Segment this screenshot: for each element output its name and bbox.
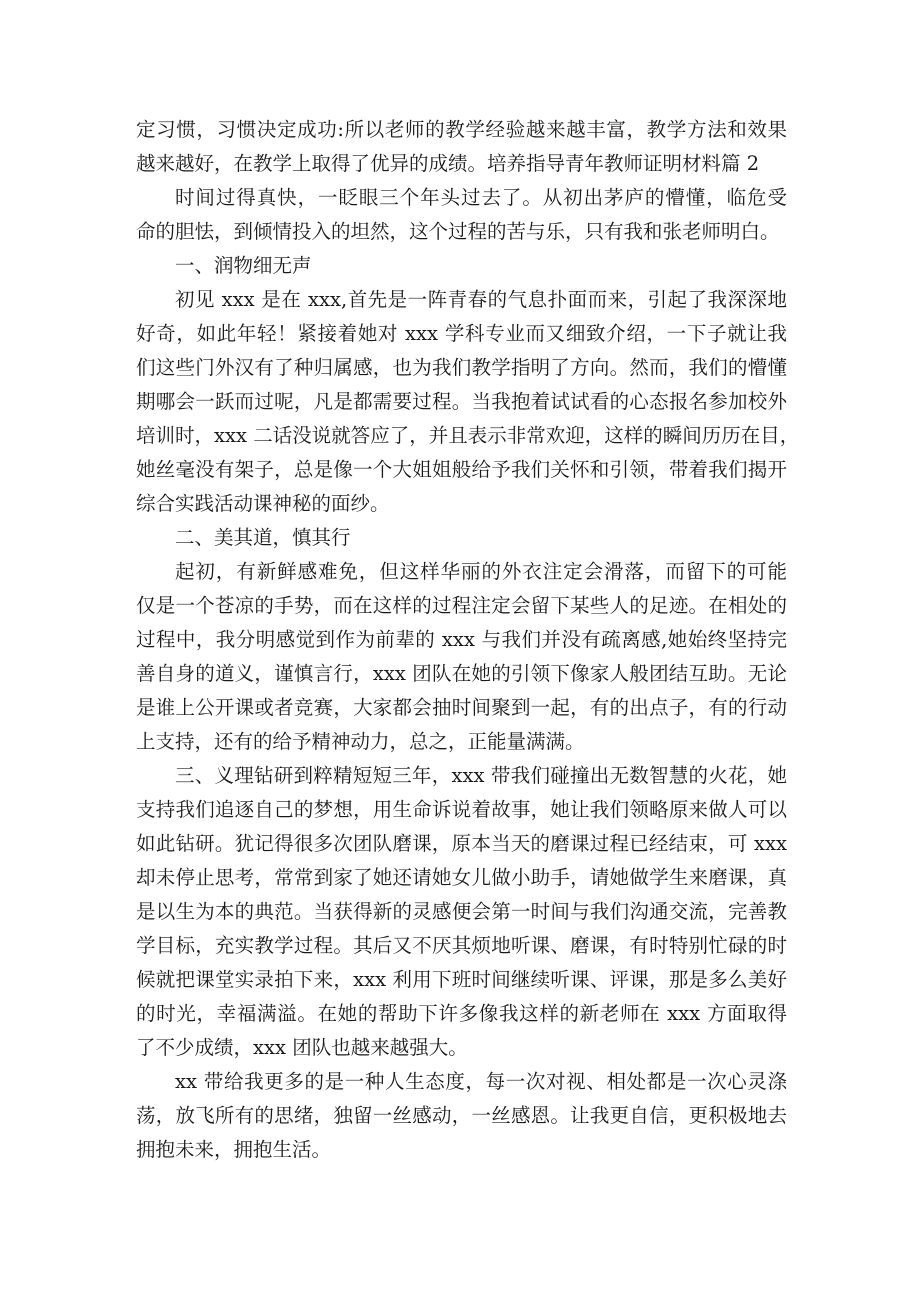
text-line: 上支持，还有的给予精神动力，总之，正能量满满。 — [136, 730, 585, 753]
text-line: 是以生为本的典范。当获得新的灵感便会第一时间与我们沟通交流，完善教 — [136, 900, 787, 923]
text-line: 支持我们追逐自己的梦想，用生命诉说着故事，她让我们领略原来做人可以 — [136, 798, 787, 821]
text-line: 培训时，xxx 二话没说就答应了，并且表示非常欢迎，这样的瞬间历历在目， — [136, 424, 800, 447]
paragraph-start-line: xx 带给我更多的是一种人生态度，每一次对视、相处都是一次心灵涤 — [175, 1070, 787, 1093]
text-line: 候就把课堂实录拍下来，xxx 利用下班时间继续听课、评课，那是多么美好 — [136, 968, 787, 991]
paragraph-start-line: 时间过得真快，一眨眼三个年头过去了。从初出茅庐的懵懂，临危受 — [175, 186, 787, 209]
text-line: 定习惯，习惯决定成功:所以老师的教学经验越来越丰富，教学方法和效果 — [136, 118, 787, 141]
text-line: 荡，放飞所有的思绪，独留一丝感动，一丝感恩。让我更自信，更积极地去 — [136, 1104, 787, 1127]
text-line: 过程中，我分明感觉到作为前辈的 xxx 与我们并没有疏离感,她始终坚持完 — [136, 628, 787, 651]
text-line: 命的胆怯，到倾情投入的坦然，这个过程的苦与乐，只有我和张老师明白。 — [136, 220, 780, 243]
text-line: 拥抱未来，拥抱生活。 — [136, 1138, 332, 1161]
text-line: 仅是一个苍凉的手势，而在这样的过程注定会留下某些人的足迹。在相处的 — [136, 594, 787, 617]
section-heading-1: 一、润物细无声 — [175, 254, 312, 277]
text-line: 期哪会一跃而过呢，凡是都需要过程。当我抱着试试看的心态报名参加校外 — [136, 390, 787, 413]
text-line: 如此钻研。犹记得很多次团队磨课，原本当天的磨课过程已经结束，可 xxx — [136, 832, 787, 855]
paragraph-start-line: 起初，有新鲜感难免，但这样华丽的外衣注定会滑落，而留下的可能 — [175, 560, 787, 583]
text-line: 是谁上公开课或者竞赛，大家都会抽时间聚到一起，有的出点子，有的行动 — [136, 696, 787, 719]
section-heading-2: 二、美其道，慎其行 — [175, 526, 351, 549]
text-line: 越来越好，在教学上取得了优异的成绩。培养指导青年教师证明材料篇 2 — [136, 152, 760, 175]
text-line: 善自身的道义，谨慎言行，xxx 团队在她的引领下像家人般团结互助。无论 — [136, 662, 787, 685]
section-heading-3: 三、义理钻研到粹精短短三年，xxx 带我们碰撞出无数智慧的火花，她 — [175, 764, 787, 787]
text-line: 综合实践活动课神秘的面纱。 — [136, 492, 390, 515]
text-line: 好奇，如此年轻！紧接着她对 xxx 学科专业而又细致介绍，一下子就让我 — [136, 322, 787, 345]
text-line: 了不少成绩，xxx 团队也越来越强大。 — [136, 1036, 468, 1059]
text-line: 的时光，幸福满溢。在她的帮助下许多像我这样的新老师在 xxx 方面取得 — [136, 1002, 787, 1025]
paragraph-start-line: 初见 xxx 是在 xxx,首先是一阵青春的气息扑面而来，引起了我深深地 — [175, 288, 787, 311]
document-page — [136, 113, 800, 1167]
text-line: 她丝毫没有架子，总是像一个大姐姐般给予我们关怀和引领，带着我们揭开 — [136, 458, 787, 481]
text-line: 学目标，充实教学过程。其后又不厌其烦地听课、磨课，有时特别忙碌的时 — [136, 934, 787, 957]
text-line: 却未停止思考，常常到家了她还请她女儿做小助手，请她做学生来磨课，真 — [136, 866, 787, 889]
text-line: 们这些门外汉有了种归属感，也为我们教学指明了方向。然而，我们的懵懂 — [136, 356, 787, 379]
